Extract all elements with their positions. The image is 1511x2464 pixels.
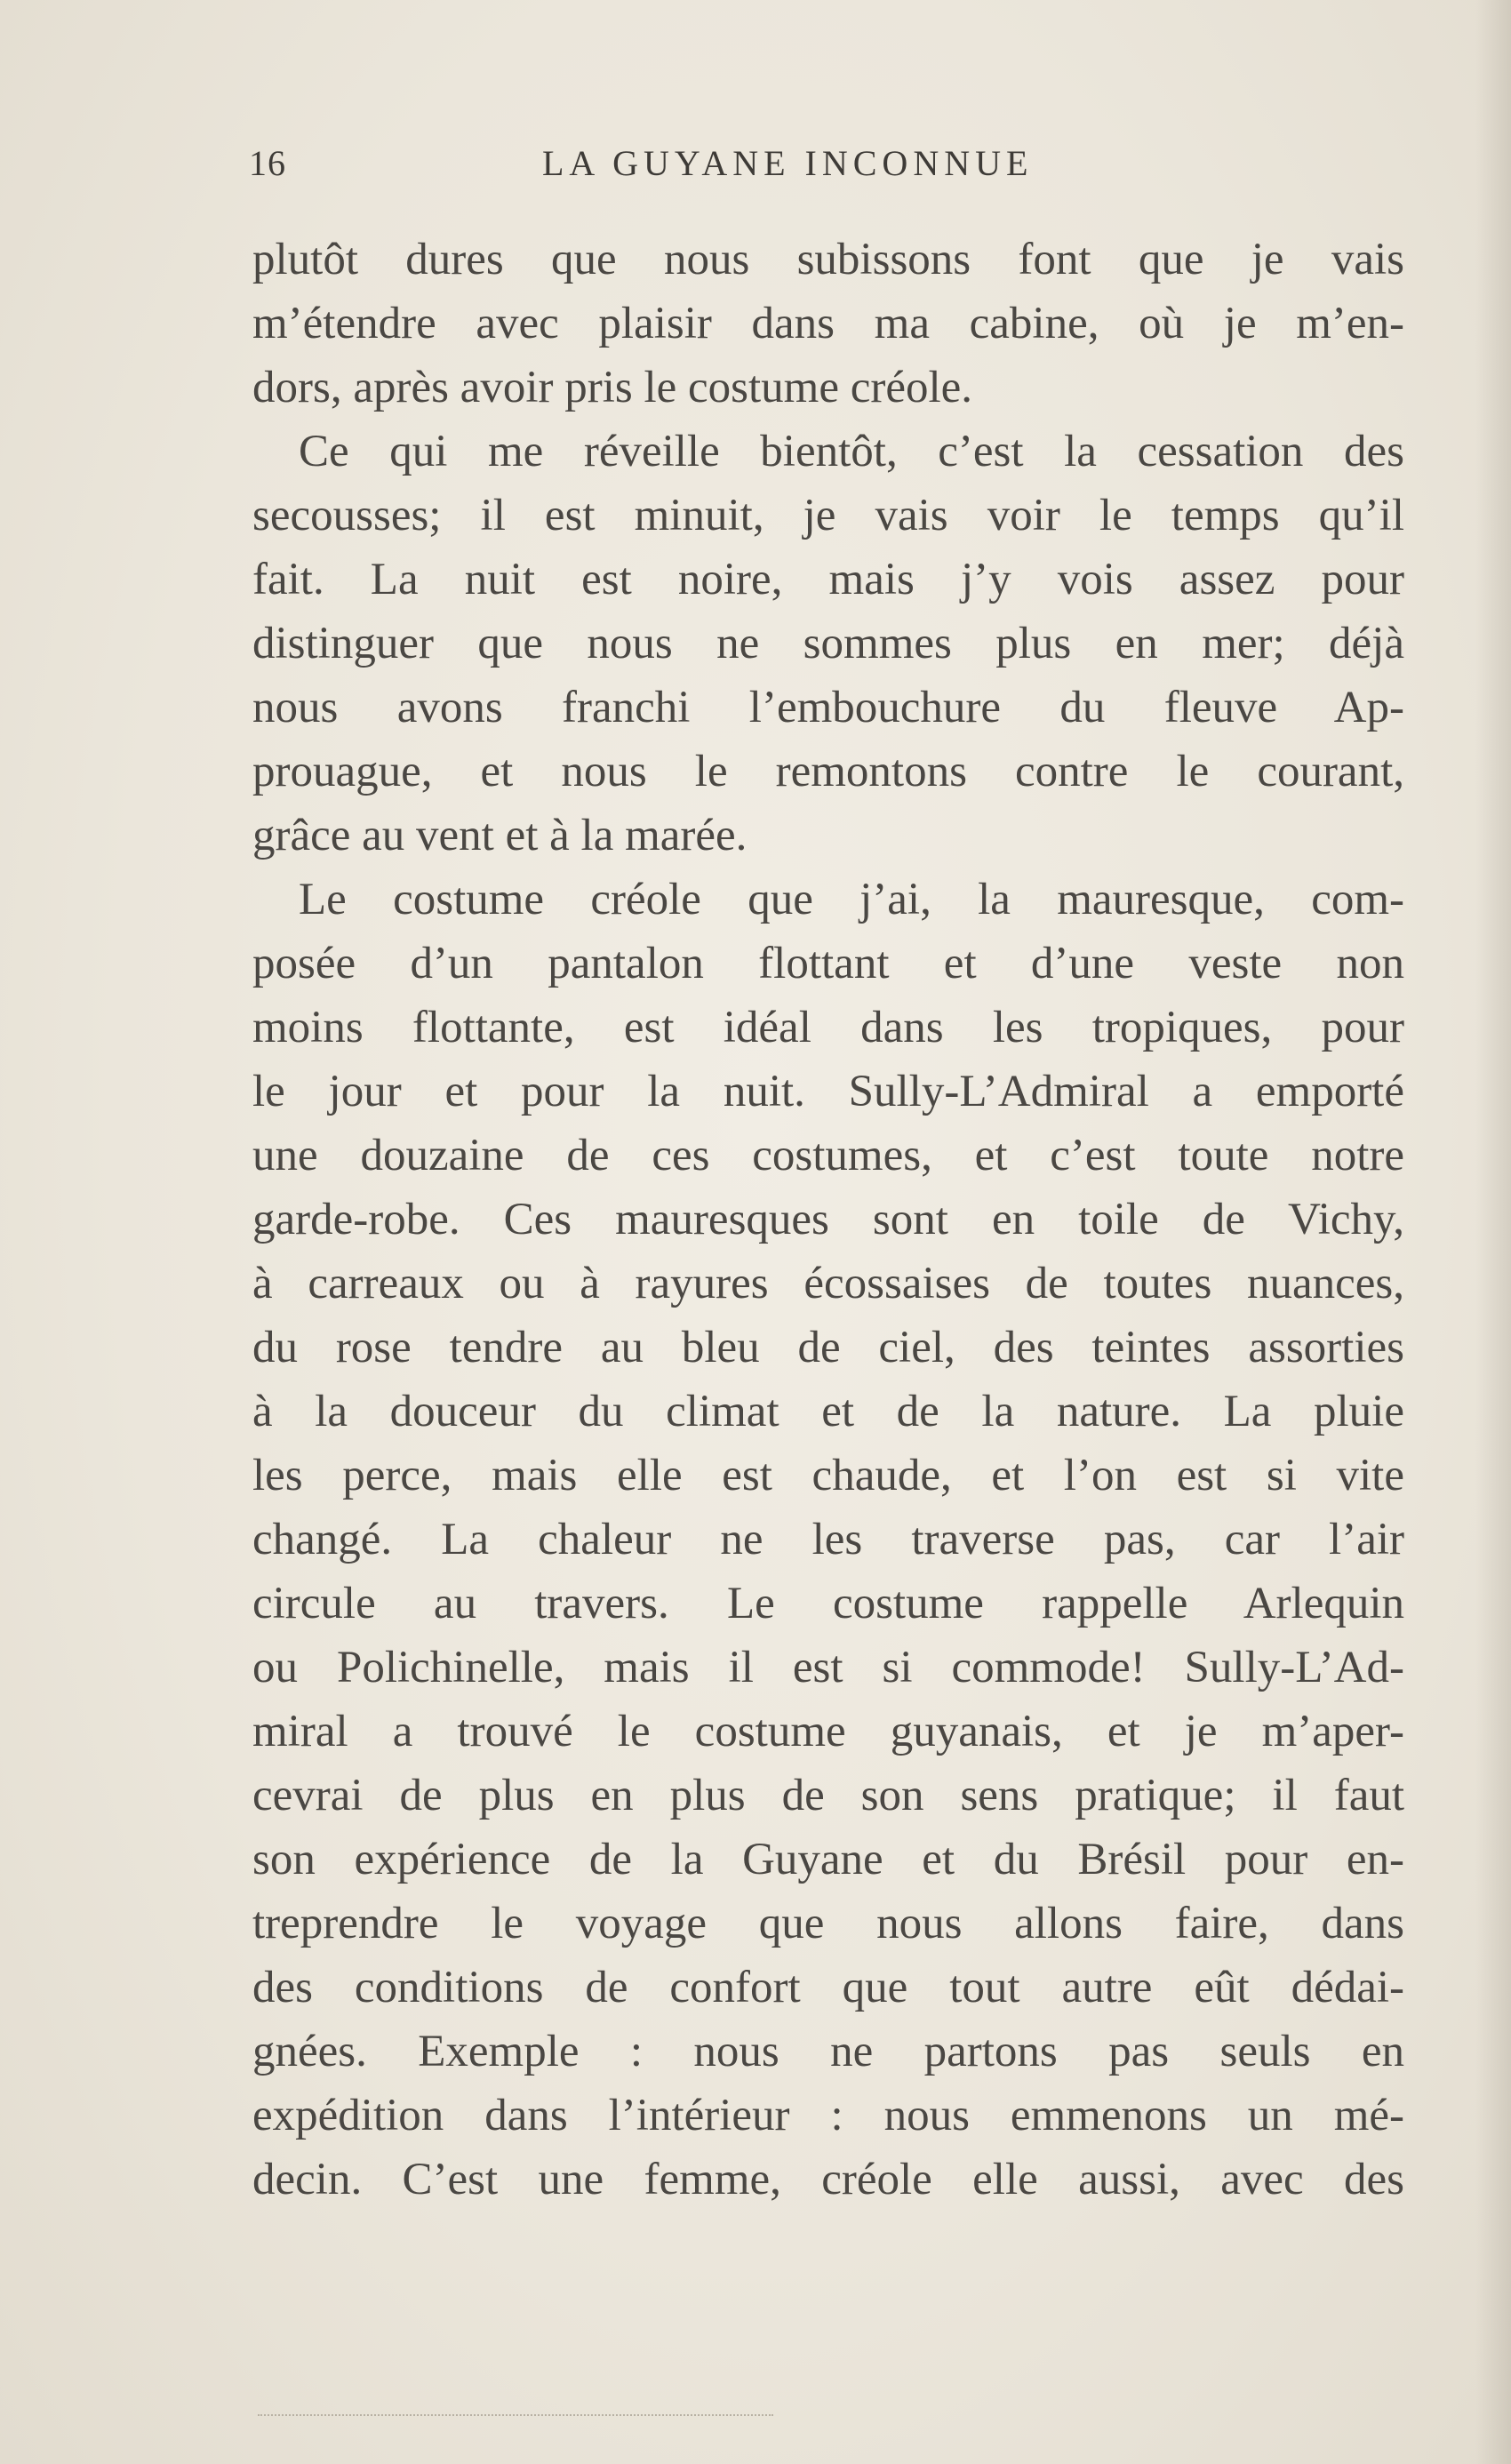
text-line: garde-robe. Ces mauresques sont en toile de Vichy,: [252, 1195, 1404, 1244]
text-line: nous avons franchi l’embouchure du fleuve Ap-: [252, 683, 1404, 732]
text-line: dors, après avoir pris le costume créole.: [252, 363, 973, 412]
text-line: fait. La nuit est noire, mais j’y vois assez pour: [252, 555, 1404, 604]
text-line: circule au travers. Le costume rappelle Arlequin: [252, 1579, 1404, 1628]
text-line: à carreaux ou à rayures écossaises de toutes nuances,: [252, 1259, 1404, 1308]
text-line: treprendre le voyage que nous allons faire, dans: [252, 1899, 1404, 1948]
page-header: [249, 142, 1404, 196]
text-line: cevrai de plus en plus de son sens pratique; il faut: [252, 1771, 1404, 1820]
text-line: expédition dans l’intérieur : nous emmenons un mé-: [252, 2091, 1404, 2140]
running-title: LA GUYANE INCONNUE: [542, 143, 1034, 183]
text-line: distinguer que nous ne sommes plus en mer; déjà: [252, 619, 1404, 668]
text-line: les perce, mais elle est chaude, et l’on est si vite: [252, 1451, 1404, 1500]
text-line: plutôt dures que nous subissons font que je vais: [252, 235, 1404, 284]
page-number: 16: [249, 143, 286, 183]
text-line: à la douceur du climat et de la nature. La pluie: [252, 1387, 1404, 1436]
text-line: miral a trouvé le costume guyanais, et je m’aper-: [252, 1707, 1404, 1756]
text-line: decin. C’est une femme, créole elle aussi, avec des: [252, 2155, 1404, 2204]
text-line: Ce qui me réveille bientôt, c’est la cessation des: [299, 427, 1404, 476]
text-line: m’étendre avec plaisir dans ma cabine, où je m’en-: [252, 299, 1404, 348]
text-line: prouague, et nous le remontons contre le courant,: [252, 747, 1404, 796]
text-line: son expérience de la Guyane et du Brésil pour en-: [252, 1835, 1404, 1884]
text-line: grâce au vent et à la marée.: [252, 811, 748, 860]
text-line: du rose tendre au bleu de ciel, des teintes assorties: [252, 1323, 1404, 1372]
text-line: des conditions de confort que tout autre eût dédai-: [252, 1963, 1404, 2012]
text-line: une douzaine de ces costumes, et c’est toute notre: [252, 1131, 1404, 1180]
text-line: changé. La chaleur ne les traverse pas, car l’air: [252, 1515, 1404, 1564]
footer-dotted-rule: [258, 2414, 773, 2416]
text-line: secousses; il est minuit, je vais voir le temps qu’il: [252, 491, 1404, 540]
body-text: [252, 228, 1404, 2212]
text-line: moins flottante, est idéal dans les tropiques, pour: [252, 1003, 1404, 1052]
text-line: gnées. Exemple : nous ne partons pas seuls en: [252, 2027, 1404, 2076]
text-line: le jour et pour la nuit. Sully-L’Admiral a emporté: [252, 1067, 1404, 1116]
page-edge-shadow: [1475, 0, 1511, 2464]
text-line: posée d’un pantalon flottant et d’une veste non: [252, 939, 1404, 988]
text-line: ou Polichinelle, mais il est si commode! Sully-L’Ad-: [252, 1643, 1404, 1692]
text-line: Le costume créole que j’ai, la mauresque, com-: [299, 875, 1404, 924]
